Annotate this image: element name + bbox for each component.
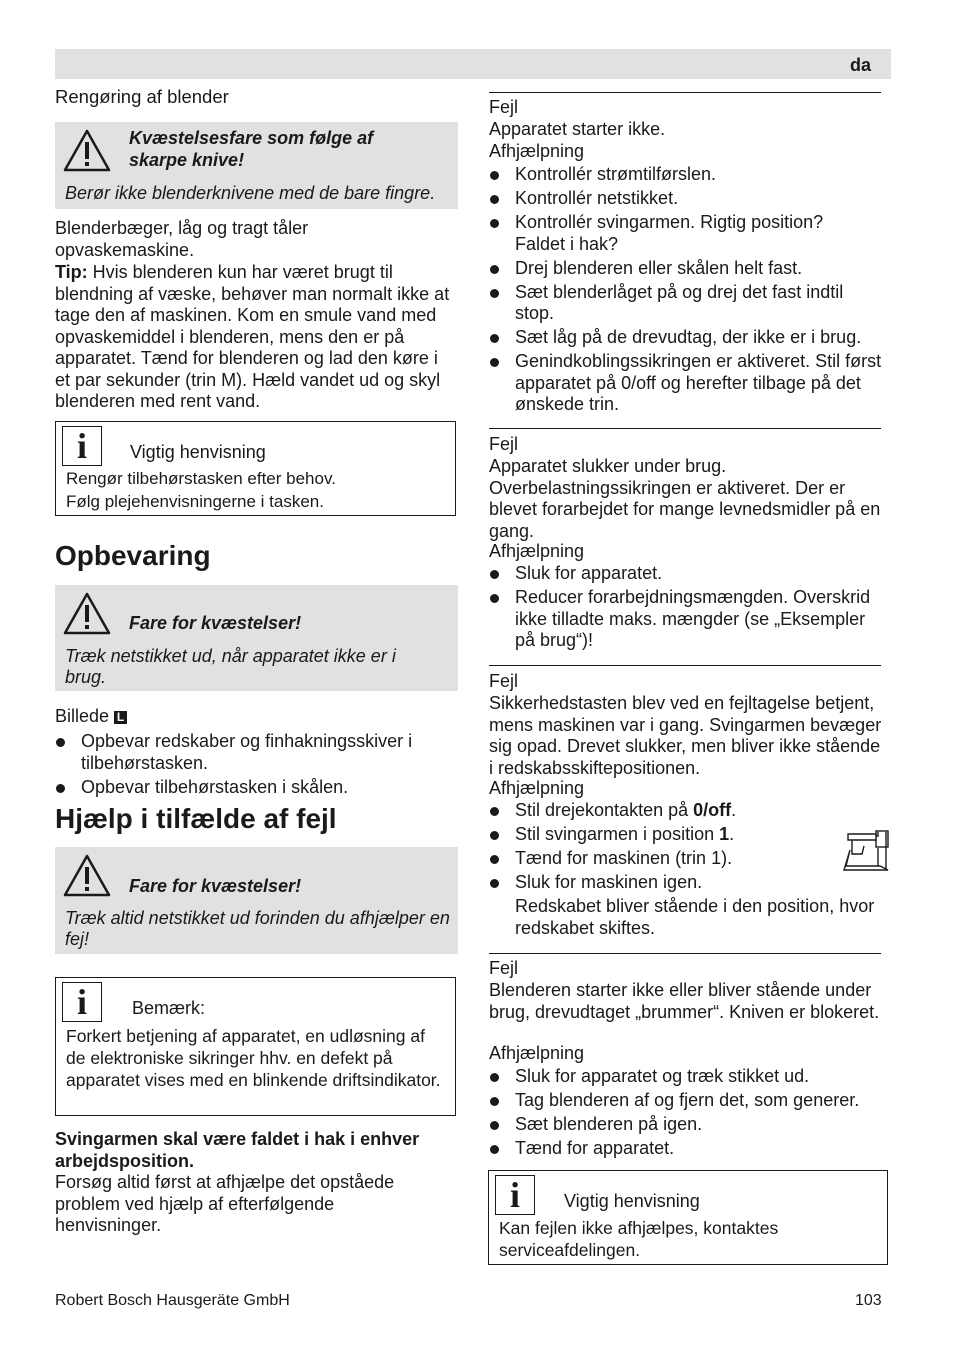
list-item: Drej blenderen eller skålen helt fast. <box>489 258 889 280</box>
warning-title: Fare for kvæstelser! <box>129 613 302 633</box>
fault-description: Sikkerhedstasten blev ved en fejltagelse betjent, mens maskinen var i gang. Svingarmen bevæger sig opad. Drevet slukker, men bliver ikke stående i redskabsskiftepositionen. <box>489 693 882 778</box>
fault-label: Fejl <box>489 958 519 978</box>
footer-company: Robert Bosch Hausgeräte GmbH <box>55 1292 290 1309</box>
remedy-list <box>489 164 889 418</box>
list-item: Sluk for maskinen igen. <box>489 872 889 894</box>
storage-list <box>55 731 435 801</box>
remedy-list <box>489 563 889 654</box>
info-body: Kan fejlen ikke afhjælpes, kontaktes serviceafdelingen. <box>499 1218 779 1260</box>
info-box-service <box>488 1170 888 1265</box>
warning-body: Træk altid netstikket ud forinden du afhjælper en fej! <box>65 908 450 949</box>
info-line-2: Følg plejehenvisningerne i tasken. <box>66 492 324 511</box>
fault-label: Fejl <box>489 97 519 117</box>
remedy-list <box>489 800 889 942</box>
arm-text: Forsøg altid først at afhjælpe det opståede problem ved hjælp af efterfølgende henvisninger. <box>55 1172 395 1235</box>
list-item: Opbevar redskaber og finhakningsskiver i tilbehørstasken. <box>55 731 435 774</box>
fault-label: Fejl <box>489 671 519 691</box>
warning-triangle-icon <box>63 853 111 897</box>
cleaning-title: Rengøring af blender <box>55 86 229 107</box>
warning-box-help <box>55 847 458 954</box>
kitchen-machine-icon <box>842 828 890 874</box>
storage-heading: Opbevaring <box>55 540 211 571</box>
list-item: Sluk for apparatet. <box>489 563 889 585</box>
item-text: Stil drejekontakten på <box>515 800 694 820</box>
tip-text: Hvis blenderen kun har været brugt til blendning af væske, behøver man normalt ikke at tage den af maskinen. Kom en smule vand med opvaskemiddel i blenderen, mens den er på apparatet. Tænd for blenderen og lad den køre i et par sekunder (trin M). Hæld vandet ud og skyl blenderen med rent vand. <box>55 262 450 411</box>
list-item: Kontrollér svingarmen. Rigtig position? Faldet i hak? <box>489 212 889 255</box>
list-item: Sluk for apparatet og træk stikket ud. <box>489 1066 889 1088</box>
list-item <box>489 824 889 846</box>
divider <box>489 92 881 93</box>
picture-reference <box>55 706 127 728</box>
warning-title: Kvæstelsesfare som følge af skarpe knive! <box>129 128 374 170</box>
remedy-list <box>489 1066 889 1162</box>
item-bold: 1 <box>719 824 730 844</box>
info-icon: i <box>62 982 102 1022</box>
remedy-label: Afhjælpning <box>489 141 585 161</box>
list-note: Redskabet bliver stående i den position, hvor redskabet skiftes. <box>515 896 875 938</box>
remedy-label: Afhjælpning <box>489 541 585 561</box>
warning-triangle-icon <box>63 128 111 172</box>
info-title: Vigtig henvisning <box>564 1191 700 1211</box>
remedy-label: Afhjælpning <box>489 1043 585 1063</box>
warning-triangle-icon <box>63 591 111 635</box>
info-icon: i <box>62 426 102 466</box>
list-item: Kontrollér netstikket. <box>489 188 889 210</box>
list-item: Tænd for apparatet. <box>489 1138 889 1160</box>
list-item: Sæt låg på de drevudtag, der ikke er i brug. <box>489 327 889 349</box>
picture-label: Billede <box>55 706 110 726</box>
warning-title: Fare for kvæstelser! <box>129 876 302 896</box>
remedy-label: Afhjælpning <box>489 778 585 798</box>
divider <box>489 428 881 429</box>
header-bar <box>55 49 891 79</box>
help-heading: Hjælp i tilfælde af fejl <box>55 803 337 834</box>
info-box-important <box>55 421 456 516</box>
item-text: . <box>731 800 737 820</box>
fault-description: Blenderen starter ikke eller bliver stående under brug, drevudtaget „brummer“. Kniven er blokeret. <box>489 980 880 1022</box>
info-title: Vigtig henvisning <box>130 442 266 462</box>
tip-paragraph <box>55 262 457 413</box>
info-body: Forkert betjening af apparatet, en udløsning af de elektroniske sikringer hhv. en defekt på apparatet vises med en blinkende driftsindikator. <box>66 1026 441 1090</box>
fault-description: Apparatet starter ikke. <box>489 119 666 139</box>
list-item: Kontrollér strømtilførslen. <box>489 164 889 186</box>
list-item: Sæt blenderen på igen. <box>489 1114 889 1136</box>
info-title: Bemærk: <box>132 998 206 1018</box>
fault-description: Apparatet slukker under brug. Overbelastningssikringen er aktiveret. Der er blevet forarbejdet for mange levnedsmidler på en gang. <box>489 456 881 541</box>
warning-body: Træk netstikket ud, når apparatet ikke er i brug. <box>65 646 396 687</box>
info-box-note <box>55 977 456 1116</box>
divider <box>489 665 881 666</box>
picture-letter: L <box>114 711 127 724</box>
list-item: Opbevar tilbehørstasken i skålen. <box>55 777 435 799</box>
list-item: Sæt blenderlåget på og drej det fast indtil stop. <box>489 282 889 325</box>
tip-label: Tip: <box>55 262 88 282</box>
warning-body: Berør ikke blenderknivene med de bare fingre. <box>65 183 436 203</box>
item-text: Stil svingarmen i position <box>515 824 720 844</box>
list-item <box>489 800 889 822</box>
list-item: Reducer forarbejdningsmængden. Overskrid ikke tilladte maks. mængder (se „Eksempler på brug“)! <box>489 587 889 652</box>
warning-box-knives <box>55 122 458 209</box>
info-icon: i <box>495 1175 535 1215</box>
divider <box>489 953 881 954</box>
list-item: Tænd for maskinen (trin 1). <box>489 848 889 870</box>
info-line-1: Rengør tilbehørstasken efter behov. <box>66 469 336 488</box>
dishwasher-note: Blenderbæger, låg og tragt tåler opvaskemaskine. <box>55 218 309 260</box>
arm-instruction: Svingarmen skal være faldet i hak i enhver arbejdsposition. <box>55 1129 420 1171</box>
warning-box-storage <box>55 585 458 691</box>
language-code: da <box>849 55 871 75</box>
list-item: Genindkoblingssikringen er aktiveret. Stil først apparatet på 0/off og herefter tilbage på det ønskede trin. <box>489 351 889 416</box>
item-text: . <box>729 824 735 844</box>
page-number: 103 <box>855 1292 882 1309</box>
list-item: Tag blenderen af og fjern det, som generer. <box>489 1090 889 1112</box>
item-bold: 0/off <box>693 800 732 820</box>
fault-label: Fejl <box>489 434 519 454</box>
